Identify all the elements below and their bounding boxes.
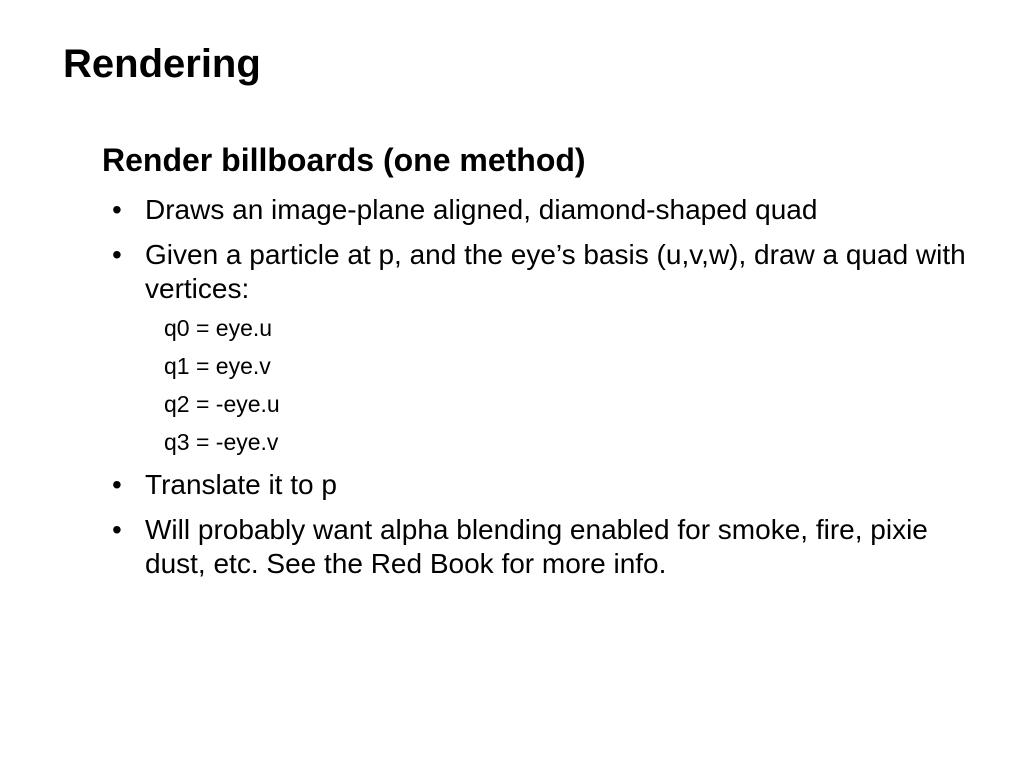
vertex-item: q1 = eye.v <box>164 353 271 379</box>
bullet-item <box>112 193 982 227</box>
bullet-dot-icon: • <box>112 514 122 545</box>
vertex-item: q3 = -eye.v <box>164 429 279 455</box>
bullet-item <box>112 513 982 581</box>
bullet-dot-icon: • <box>112 194 122 225</box>
bullet-item <box>112 468 982 502</box>
bullet-text: Draws an image-plane aligned, diamond-shaped quad <box>145 194 818 225</box>
bullet-text: Will probably want alpha blending enabled for smoke, fire, pixie dust, etc. See the Red Book for more info. <box>145 514 928 579</box>
vertex-list <box>145 314 982 456</box>
bullet-list <box>112 193 982 592</box>
section-heading: Render billboards (one method) <box>102 142 586 178</box>
bullet-text: Translate it to p <box>145 469 337 500</box>
bullet-text: Given a particle at p, and the eye’s basis (u,v,w), draw a quad with vertices: <box>145 239 966 304</box>
bullet-dot-icon: • <box>112 469 122 500</box>
vertex-item: q0 = eye.u <box>164 315 273 341</box>
vertex-item: q2 = -eye.u <box>164 391 280 417</box>
slide-title: Rendering <box>63 42 261 86</box>
bullet-dot-icon: • <box>112 239 122 270</box>
bullet-item <box>112 238 982 456</box>
